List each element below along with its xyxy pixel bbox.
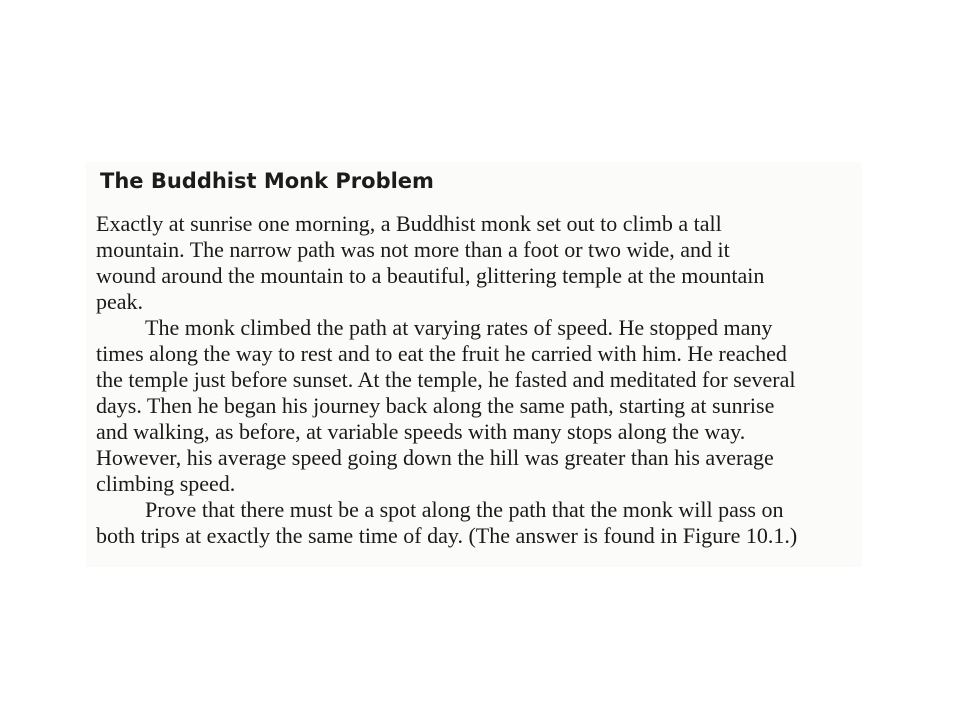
text-line: peak. (96, 289, 144, 314)
document-title: The Buddhist Monk Problem (100, 169, 434, 193)
text-line: climbing speed. (96, 471, 236, 496)
text-line: times along the way to rest and to eat the fruit he carried with him. He reached (96, 341, 787, 366)
text-line: However, his average speed going down the hill was greater than his average (96, 445, 774, 470)
paragraph-1 (0, 211, 765, 315)
paragraph-2 (0, 315, 796, 497)
text-line: wound around the mountain to a beautiful, glittering temple at the mountain (96, 263, 765, 288)
text-line: and walking, as before, at variable speeds with many stops along the way. (96, 419, 746, 444)
text-line: Prove that there must be a spot along the path that the monk will pass on (145, 497, 784, 522)
paragraph-3 (0, 497, 798, 549)
text-line: both trips at exactly the same time of day. (The answer is found in Figure 10.1.) (96, 523, 798, 548)
text-line: days. Then he began his journey back along the same path, starting at sunrise (96, 393, 775, 418)
text-line: The monk climbed the path at varying rates of speed. He stopped many (145, 315, 773, 340)
text-line: mountain. The narrow path was not more than a foot or two wide, and it (96, 237, 730, 262)
text-line: the temple just before sunset. At the temple, he fasted and meditated for several (96, 367, 796, 392)
text-line: Exactly at sunrise one morning, a Buddhist monk set out to climb a tall (96, 211, 722, 236)
